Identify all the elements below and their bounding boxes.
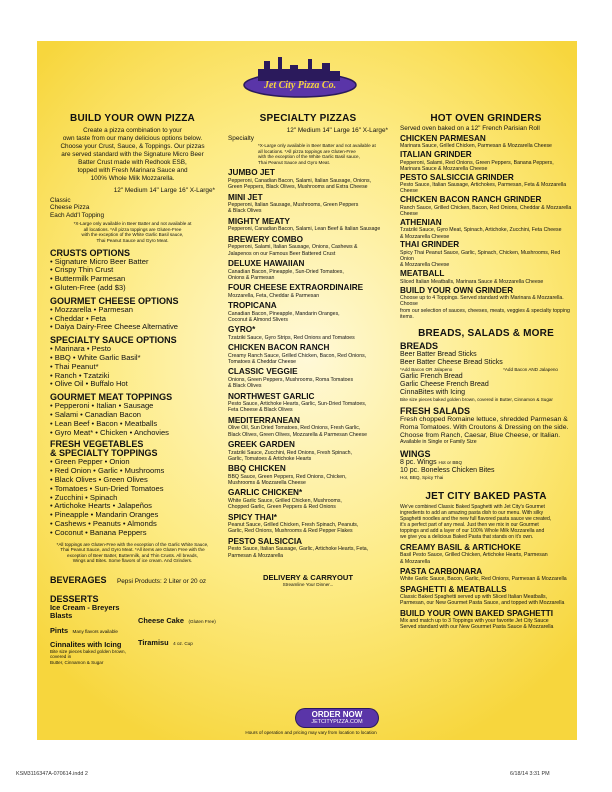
menu-item-name: ITALIAN GRINDER	[400, 149, 472, 159]
right-column	[400, 113, 572, 631]
menu-item	[228, 513, 388, 535]
menu-item	[400, 567, 572, 583]
menu-item-desc: Olive Oil, Sun Dried Tomatoes, Red Onions, Fresh Garlic,	[228, 425, 361, 432]
crusts-title: CRUSTS OPTIONS	[50, 247, 131, 258]
logo-text: Jet City Pizza Co.	[263, 80, 337, 91]
menu-item-name: CREAMY BASIL & ARTICHOKE	[400, 542, 521, 552]
menu-item	[228, 193, 388, 215]
tiramisu: Tiramisu	[138, 637, 169, 647]
sauce-title: SPECIALTY SAUCE OPTIONS	[50, 335, 177, 346]
delivery-title: DELIVERY & CARRYOUT	[262, 572, 353, 582]
menu-item-name: MINI JET	[228, 192, 263, 202]
menu-item-name: MEATBALL	[400, 269, 445, 279]
sauce-list: • Marinara • Pesto • BBQ • White Garlic Basil* • Thai Peanut* • Ranch • Tzatziki • Olive Oil • Buffalo Hot	[50, 344, 141, 389]
menu-item-desc: Pesto Sauce, Italian Sausage, Garlic, Artichoke Hearts, Feta,	[228, 546, 369, 553]
menu-item-name: BBQ CHICKEN	[228, 464, 286, 474]
menu-item	[228, 440, 388, 462]
menu-item-name: TROPICANA	[228, 301, 277, 311]
menu-item-desc: Pepperoni, Canadian Bacon, Salami, Italian Sausage, Onions,	[228, 177, 372, 184]
menu-item-name: NORTHWEST GARLIC	[228, 391, 315, 401]
build-your-own-title: BUILD YOUR OWN PIZZA	[70, 113, 195, 124]
menu-item	[400, 240, 572, 268]
menu-item-desc: Onions & Parmesan	[228, 274, 275, 281]
menu-item-desc: Basil Pesto Sauce, Grilled Chicken, Artichoke Hearts, Parmesan	[400, 552, 548, 559]
menu-item-desc: Served standard with our New Gourmet Pasta Sauce & Mozzarella	[400, 624, 554, 631]
menu-item-desc: Pepperoni, Salami, Italian Sausage, Onions, Cashews &	[228, 244, 358, 251]
menu-item-desc: Sliced Italian Meatballs, Marinara Sauce & Mozzarella Cheese	[400, 278, 544, 285]
desserts-block	[50, 602, 216, 666]
menu-item-desc: Spicy Thai Peanut Sauce, Garlic, Spinach, Chicken, Mushrooms, Red Onion	[400, 249, 561, 263]
menu-item-desc: & Mozzarella	[400, 558, 430, 565]
menu-item	[228, 416, 388, 438]
menu-item-desc: & Mozzarella Cheese	[400, 233, 450, 240]
salads-desc: Fresh chopped Romaine lettuce, shredded Parmesan & Roma Tomatoes. With Croutons & Dressing on the side. Choose from Ranch, Caesar, Blue Cheese, or Italian.	[400, 416, 569, 439]
breads-list: Beer Batter Bread Sticks Beer Batter Cheese Bread Sticks	[400, 350, 503, 366]
grinder-list	[400, 134, 572, 320]
breads-addons: *Add Bacon OR Jalapeno *Add Bacon AND Jalapeno	[400, 366, 558, 372]
menu-item-desc: Mozzarella, Feta, Cheddar & Parmesan	[228, 292, 320, 299]
wings-heading: WINGS	[400, 449, 431, 460]
menu-item-desc: White Garlic Sauce, Grilled Chicken, Mushrooms,	[228, 497, 342, 504]
pasta-intro: We've combined Classic Baked Spaghetti with Jet City's Gourmet ingredients to add an amazing pasta dish to our menu. With silky Spaghetti noodles and the new full flavored pasta sauce we created, it's a perfect part of any meal. Just then we mix in our Gourmet toppings and add a layer of our 100% Whole Milk Mozzarella and we give you a delicious Baked Pasta that stands on it's own.	[400, 503, 552, 540]
menu-item-name: DELUXE HAWAIIAN	[228, 258, 305, 268]
footer-file: KSM3116347A-070614.indd 2	[16, 771, 88, 777]
delivery-sub: Streamline Your Dinner...	[282, 581, 334, 587]
menu-item	[228, 283, 388, 299]
meat-list: • Pepperoni • Italian • Sausage • Salami • Canadian Bacon • Lean Beef • Bacon • Meatballs • Gyro Meat* • Chicken • Anchovies	[50, 401, 169, 437]
menu-item-name: MEDITERRANEAN	[228, 415, 300, 425]
menu-item-desc: Ranch Sauce, Grilled Chicken, Bacon, Red Onions, Cheddar & Mozzarella Cheese	[400, 204, 572, 217]
menu-item-desc: Black Olives, Green Olives, Mozzarella & Parmesan Cheese	[228, 431, 367, 438]
order-now-button[interactable]	[296, 709, 378, 727]
specialty-sizes: 12" Medium 14" Large 16" X-Large*	[286, 127, 388, 134]
ice-cream: Ice Cream - Breyers Blasts	[50, 602, 120, 620]
menu-item	[228, 367, 388, 389]
menu-item-desc: Mix and match up to 3 Toppings with your favorite Jet City Sauce	[400, 618, 549, 625]
menu-item-desc: Canadian Bacon, Pineapple, Mandarin Oranges,	[228, 310, 340, 317]
cheese-title: GOURMET CHEESE OPTIONS	[50, 295, 179, 306]
specialty-row: Specialty	[228, 135, 254, 142]
menu-item-desc: White Garlic Sauce, Bacon, Garlic, Red Onions, Parmesan & Mozzarella	[400, 576, 567, 583]
menu-item	[228, 343, 388, 365]
wings-note: Hot, BBQ, Spicy Thai	[400, 475, 444, 481]
specialty-pizza-list	[228, 168, 388, 558]
menu-item-desc: Chopped Garlic, Green Peppers & Red Onions	[228, 504, 336, 511]
cheese-cake: Cheese Cake	[138, 615, 185, 625]
grinders-title: HOT OVEN GRINDERS	[430, 113, 542, 124]
pasta-title: JET CITY BAKED PASTA	[425, 490, 547, 502]
menu-item-name: SPICY THAI*	[228, 512, 277, 522]
menu-item-desc: Pepperoni, Italian Sausage, Mushrooms, Green Peppers	[228, 202, 359, 209]
specialty-note: *X-Large only available in Beer Batter and not available at all locations. *All pizza toppings are Gluten-Free with the exception of the White Garlic Basil sauce, Thai Peanut Sauce and Gyro Meat.	[258, 143, 376, 165]
menu-item	[228, 217, 388, 233]
crusts-list: • Signature Micro Beer Batter • Crispy Thin Crust • Buttermilk Parmesan • Gluten-Free (add $3)	[50, 256, 149, 292]
menu-item	[400, 173, 572, 195]
veg-list: • Green Pepper • Onion • Red Onion • Garlic • Mushrooms • Black Olives • Green Olives • Tomatoes • Sun-Dried Tomatoes • Zucchini • Spinach • Artichoke Hearts • Jalapeños • Pineapple • Mandarin Oranges • Cashews • Peanuts • Almonds • Coconut • Banana Peppers	[50, 457, 165, 537]
cinnalites-note: Bite size pieces baked golden brown, covered in Butter, Cinnamon & Sugar	[50, 648, 126, 666]
menu-item-desc: Garlic, Red Onions, Mushrooms & Red Pepper Flakes	[228, 528, 353, 535]
menu-item-name: JUMBO JET	[228, 168, 275, 178]
beverages-desc: Pepsi Products: 2 Liter or 20 oz	[116, 577, 207, 585]
menu-item-name: GYRO*	[228, 325, 256, 335]
menu-item-desc: Jalapenos on our Famous Beer Battered Crust	[228, 250, 336, 257]
menu-item-name: THAI GRINDER	[400, 240, 460, 250]
menu-item	[228, 464, 388, 486]
pints-note: Many flavors available	[72, 628, 118, 634]
salads-avail: Available in Single or Family Size	[400, 438, 477, 445]
menu-item-name: SPAGHETTI & MEATBALLS	[400, 584, 507, 594]
menu-item-desc: Pepperoni, Canadian Bacon, Salami, Lean Beef & Italian Sausage	[228, 226, 381, 233]
menu-item	[400, 609, 572, 631]
menu-item	[228, 301, 388, 323]
menu-item-name: CHICKEN PARMESAN	[400, 133, 486, 143]
menu-item-desc: Marinara Sauce, Grilled Chicken, Parmesan & Mozzarella Cheese	[400, 143, 552, 150]
menu-item-name: CHICKEN BACON RANCH GRINDER	[400, 195, 542, 205]
menu-item	[400, 543, 572, 565]
menu-item	[228, 259, 388, 281]
cheese-list: • Mozzarella • Parmesan • Cheddar • Feta • Daiya Dairy-Free Cheese Alternative	[50, 304, 179, 332]
menu-item	[400, 286, 572, 320]
menu-item	[228, 235, 388, 257]
menu-item-desc: Marinara Sauce & Mozzarella Cheese	[400, 165, 488, 172]
tiramisu-note: 4 oz. Cup	[173, 640, 193, 646]
menu-item-desc: Parmesan, our New Gourmet Pasta Sauce, and topped with Mozzarella	[400, 600, 565, 607]
menu-item-desc: Creamy Ranch Sauce, Grilled Chicken, Bacon, Red Onions,	[228, 352, 367, 359]
menu-item-desc: Tzatziki Sauce, Gyro Strips, Red Onions and Tomatoes	[228, 334, 355, 341]
xlarge-note: *X-Large only available in Beer Batter and not available at all locations. *All pizza toppings are Gluten-Free with the exception of the White Garlic Basil sauce, Thai Peanut Sauce and Gyro Meat.	[73, 221, 192, 243]
wings-list: 8 pc. Wings Hot or BBQ 10 pc. Boneless Chicken Bites	[400, 459, 495, 475]
gluten-note: *All toppings are Gluten-Free with the exception of the Garlic White Sauce, Thai Peanut Sauce, and Gyro Meat. *All items are Gluten Free with the exception of Beer Batter, Buttermilk, and Thin Crusts. All breads, Wings and Bites. Some flavors of ice cream. And Grinders.	[56, 541, 209, 564]
middle-column	[228, 113, 388, 587]
menu-item-desc: BBQ Sauce, Green Peppers, Red Onions, Chicken,	[228, 473, 347, 480]
meat-title: GOURMET MEAT TOPPINGS	[50, 392, 173, 403]
size-header: 12" Medium 14" Large 16" X-Large*	[113, 187, 215, 194]
breads-heading: BREADS	[400, 340, 439, 351]
jet-city-logo	[238, 55, 362, 101]
breads-list-2: Garlic French Bread Garlic Cheese French Bread CinnaBites with Icing	[400, 372, 489, 396]
menu-item	[228, 537, 388, 559]
beverages-row	[50, 570, 215, 588]
menu-item-desc: Mushrooms & Mozzarella Cheese	[228, 480, 306, 486]
delivery-block	[228, 573, 388, 588]
menu-item	[400, 218, 572, 240]
menu-item-desc: Peanut Sauce, Grilled Chicken, Fresh Spinach, Peanuts,	[228, 522, 359, 529]
menu-item-desc: Canadian Bacon, Pineapple, Sun-Dried Tomatoes,	[228, 268, 344, 275]
menu-item	[228, 392, 388, 414]
menu-item-desc: & Black Olives	[228, 383, 262, 390]
menu-item	[228, 168, 388, 190]
menu-item-desc: Garlic, Tomatoes & Artichoke Hearts	[228, 455, 312, 462]
menu-item-desc: Pepperoni, Salami, Red Onions, Green Peppers, Banana Peppers,	[400, 159, 554, 166]
menu-item-desc: & Mozzarella Cheese	[400, 262, 450, 269]
menu-item-name: ATHENIAN	[400, 217, 442, 227]
menu-item-name: MIGHTY MEATY	[228, 216, 291, 226]
menu-item-desc: Tzatziki Sauce, Zucchini, Red Onions, Fresh Spinach,	[228, 449, 352, 456]
menu-item-desc: Feta Cheese & Black Olives	[228, 407, 293, 414]
menu-item-name: PASTA CARBONARA	[400, 566, 483, 576]
desserts-title: DESSERTS	[50, 593, 99, 604]
order-now-label: ORDER NOW	[311, 710, 363, 719]
menu-item-desc: Classic Baked Spaghetti served up with Sliced Italian Meatballs,	[400, 594, 548, 601]
menu-item-name: BREWERY COMBO	[228, 234, 304, 244]
menu-item-name: PESTO SALSICCIA	[228, 536, 303, 546]
menu-item-desc: Pesto Sauce, Artichoke Hearts, Garlic, Sun-Dried Tomatoes,	[228, 401, 367, 408]
menu-item-name: PESTO SALSICCIA GRINDER	[400, 172, 514, 182]
specialty-title: SPECIALTY PIZZAS	[259, 113, 357, 124]
menu-item-desc: Pesto Sauce, Italian Sausage, Artichokes, Parmesan, Feta & Mozzarella Cheese	[400, 182, 567, 195]
menu-item-desc: & Black Olives	[228, 208, 262, 215]
size-rows: Classic Cheese Pizza Each Add'l Topping	[50, 197, 105, 219]
menu-item	[228, 488, 388, 510]
menu-item	[400, 195, 572, 217]
menu-item-name: CLASSIC VEGGIE	[228, 367, 298, 377]
salads-heading: FRESH SALADS	[400, 406, 471, 417]
menu-item-name: FOUR CHEESE EXTRAORDINAIRE	[228, 283, 364, 293]
cinnalites: Cinnalites with Icing	[50, 639, 122, 649]
breads-title: BREADS, SALADS & MORE	[418, 327, 554, 339]
menu-item-name: BUILD YOUR OWN BAKED SPAGHETTI	[400, 608, 553, 618]
menu-item	[400, 269, 572, 285]
menu-item	[400, 134, 572, 150]
menu-item-desc: Tzatziki Sauce, Gyro Meat, Spinach, Artichoke, Zucchini, Feta Cheese	[400, 227, 562, 234]
menu-item	[400, 150, 572, 172]
menu-item-name: GARLIC CHICKEN*	[228, 488, 303, 498]
cheese-cake-note: (Gluten Free)	[188, 618, 216, 624]
menu-item-name: CHICKEN BACON RANCH	[228, 343, 330, 353]
menu-item-desc: Choose up to 4 Toppings. Served standard with Marinara & Mozzarella. Choose	[400, 295, 564, 308]
beverages-title: BEVERAGES	[50, 574, 107, 585]
pasta-list	[400, 543, 572, 631]
menu-item	[228, 325, 388, 341]
menu-item	[400, 585, 572, 607]
left-column	[50, 113, 216, 666]
pints: Pints	[50, 625, 69, 635]
menu-item-desc: Onions, Green Peppers, Mushrooms, Roma Tomatoes	[228, 377, 354, 384]
menu-item-name: GREEK GARDEN	[228, 440, 295, 450]
menu-item-desc: Coconut & Almond Slivers	[228, 316, 288, 323]
menu-item-desc: Parmesan & Mozzarella	[228, 552, 284, 559]
menu-item-desc: Green Peppers, Black Olives, Mushrooms and Extra Cheese	[228, 184, 368, 191]
menu-item-desc: Tomatoes & Cheddar Cheese	[228, 359, 297, 366]
grinders-sub: Served oven baked on a 12" French Parisian Roll	[400, 125, 540, 132]
build-intro: Create a pizza combination to your own taste from our many delicious options below. Choose your Crust, Sauce, & Toppings. Our pizzas are served standard with the Signature Micro Beer Batter Crust made with Redhook ESB, topped with Fresh Marinara Sauce and 100% Whole Milk Mozzarella.	[60, 127, 205, 182]
menu-item-name: BUILD YOUR OWN GRINDER	[400, 285, 514, 295]
order-url: JETCITYPIZZA.COM	[311, 719, 363, 725]
veg-title: FRESH VEGETABLES & SPECIALTY TOPPINGS	[50, 439, 158, 459]
hours-note: Hours of operation and pricing may vary from location to location	[245, 730, 377, 735]
breads-note: Bite size pieces baked golden brown, covered in Butter, Cinnamon & Sugar	[400, 396, 553, 402]
menu-item-desc: from our selection of sauces, cheeses, meats, veggies & specialty topping items.	[400, 307, 570, 320]
footer-date: 6/18/14 3:31 PM	[510, 771, 550, 777]
